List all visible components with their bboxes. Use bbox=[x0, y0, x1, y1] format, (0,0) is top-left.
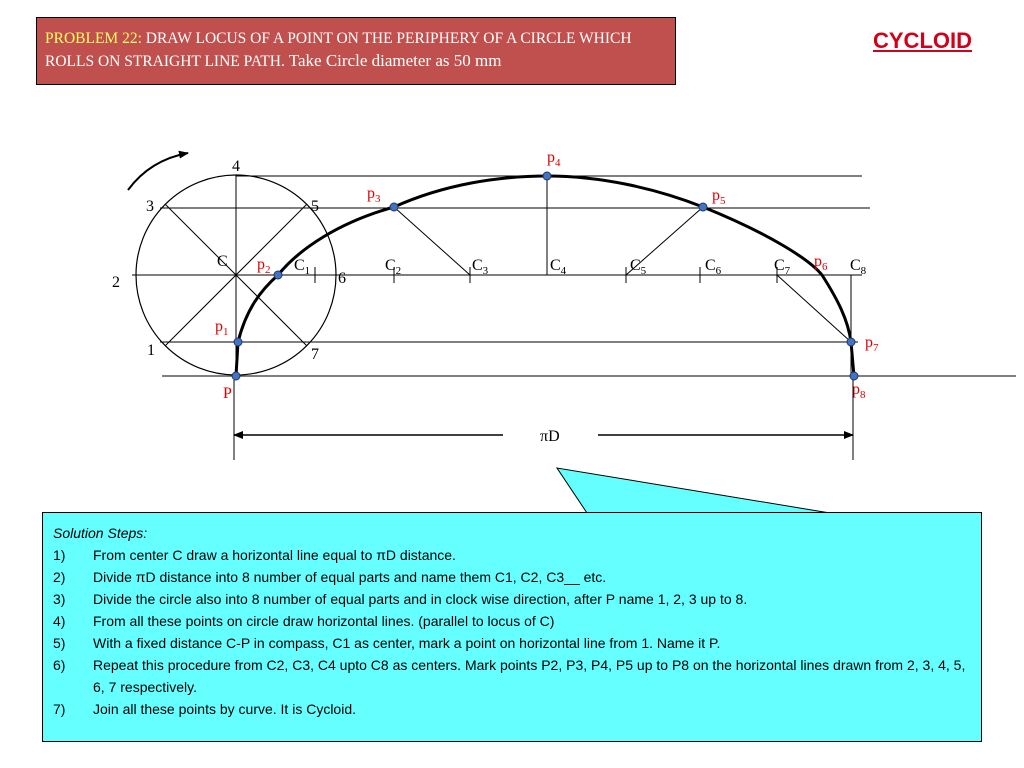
rotation-arrow bbox=[128, 153, 188, 190]
point-p3 bbox=[390, 203, 398, 211]
cycloid-curve bbox=[236, 176, 854, 376]
point-p4 bbox=[543, 172, 551, 180]
step-number: 5) bbox=[53, 635, 66, 651]
point-p7 bbox=[847, 338, 855, 346]
circle-label-1: 1 bbox=[147, 342, 155, 359]
step-item bbox=[53, 544, 971, 566]
point-p bbox=[232, 372, 240, 380]
start-point-label: P bbox=[223, 385, 232, 402]
point-p8 bbox=[850, 372, 858, 380]
center-label-c4: $C_4$ bbox=[550, 257, 567, 277]
center-label-c7: $C_7$ bbox=[774, 257, 791, 277]
step-item bbox=[53, 610, 971, 632]
point-label-p7: $p_7$ bbox=[865, 334, 879, 354]
step-item bbox=[53, 632, 971, 654]
circle-label-2: 2 bbox=[112, 274, 120, 291]
step-text: Join all these points by curve. It is Cycloid. bbox=[93, 701, 357, 717]
step-number: 2) bbox=[53, 569, 66, 585]
step-text: From all these points on circle draw horizontal lines. (parallel to locus of C) bbox=[93, 613, 555, 629]
center-label-c6: $C_6$ bbox=[705, 257, 722, 277]
step-number: 3) bbox=[53, 591, 66, 607]
step-number: 4) bbox=[53, 613, 66, 629]
circle-label-4: 4 bbox=[232, 158, 240, 175]
step-item bbox=[53, 654, 971, 698]
center-label-c: C bbox=[217, 253, 228, 270]
center-label-c5: $C_5$ bbox=[630, 257, 647, 277]
center-label-c2: $C_2$ bbox=[385, 257, 402, 277]
circle-label-7: 7 bbox=[311, 346, 319, 363]
callout-pointer bbox=[557, 468, 830, 513]
point-label-p6: $p_6$ bbox=[814, 253, 828, 273]
point-label-p8: $p_8$ bbox=[852, 381, 866, 401]
circle-label-3: 3 bbox=[146, 198, 154, 215]
point-p2 bbox=[274, 271, 282, 279]
step-text: From center C draw a horizontal line equal to πD distance. bbox=[93, 547, 456, 563]
step-number: 7) bbox=[53, 701, 66, 717]
page-heading: CYCLOID bbox=[873, 28, 972, 53]
dimension-label: πD bbox=[540, 428, 560, 445]
step-item bbox=[53, 698, 971, 720]
center-label-c1: $C_1$ bbox=[294, 257, 311, 277]
point-label-p5: $p_5$ bbox=[712, 187, 726, 207]
step-number: 6) bbox=[53, 657, 66, 673]
point-p5 bbox=[699, 203, 707, 211]
point-p1 bbox=[234, 338, 242, 346]
step-number: 1) bbox=[53, 547, 66, 563]
step-text: With a fixed distance C-P in compass, C1 as center, mark a point on horizontal line from 1. Name it P. bbox=[93, 635, 721, 651]
step-item bbox=[53, 588, 971, 610]
problem-given-data: Take Circle diameter as 50 mm bbox=[284, 51, 502, 70]
step-item bbox=[53, 566, 971, 588]
point-label-p2: $p_2$ bbox=[257, 256, 271, 276]
circle-label-5: 5 bbox=[311, 198, 319, 215]
center-label-c8: $C_8$ bbox=[850, 257, 867, 277]
point-label-p4: $p_4$ bbox=[547, 149, 561, 169]
radius-c3-p3 bbox=[394, 207, 470, 275]
point-label-p3: $p_3$ bbox=[367, 185, 381, 205]
point-label-p1: $p_1$ bbox=[215, 318, 229, 338]
step-text: Repeat this procedure from C2, C3, C4 upto C8 as centers. Mark points P2, P3, P4, P5 up to P8 on the horizontal lines drawn from 2, 3, 4, 5, 6, 7 respectively. bbox=[93, 657, 966, 695]
steps-title: Solution Steps: bbox=[53, 525, 148, 541]
step-text: Divide the circle also into 8 number of equal parts and in clock wise direction, after P name 1, 2, 3 up to 8. bbox=[93, 591, 748, 607]
step-text: Divide πD distance into 8 number of equal parts and name them C1, C2, C3__ etc. bbox=[93, 569, 607, 585]
center-label-c3: $C_3$ bbox=[472, 257, 489, 277]
circle-label-6: 6 bbox=[338, 270, 346, 287]
solution-steps-box bbox=[42, 512, 982, 742]
problem-statement: DRAW LOCUS OF A POINT ON THE PERIPHERY OF A CIRCLE WHICH ROLLS ON STRAIGHT LINE PATH. bbox=[45, 30, 632, 70]
problem-number: PROBLEM 22: bbox=[45, 30, 142, 47]
